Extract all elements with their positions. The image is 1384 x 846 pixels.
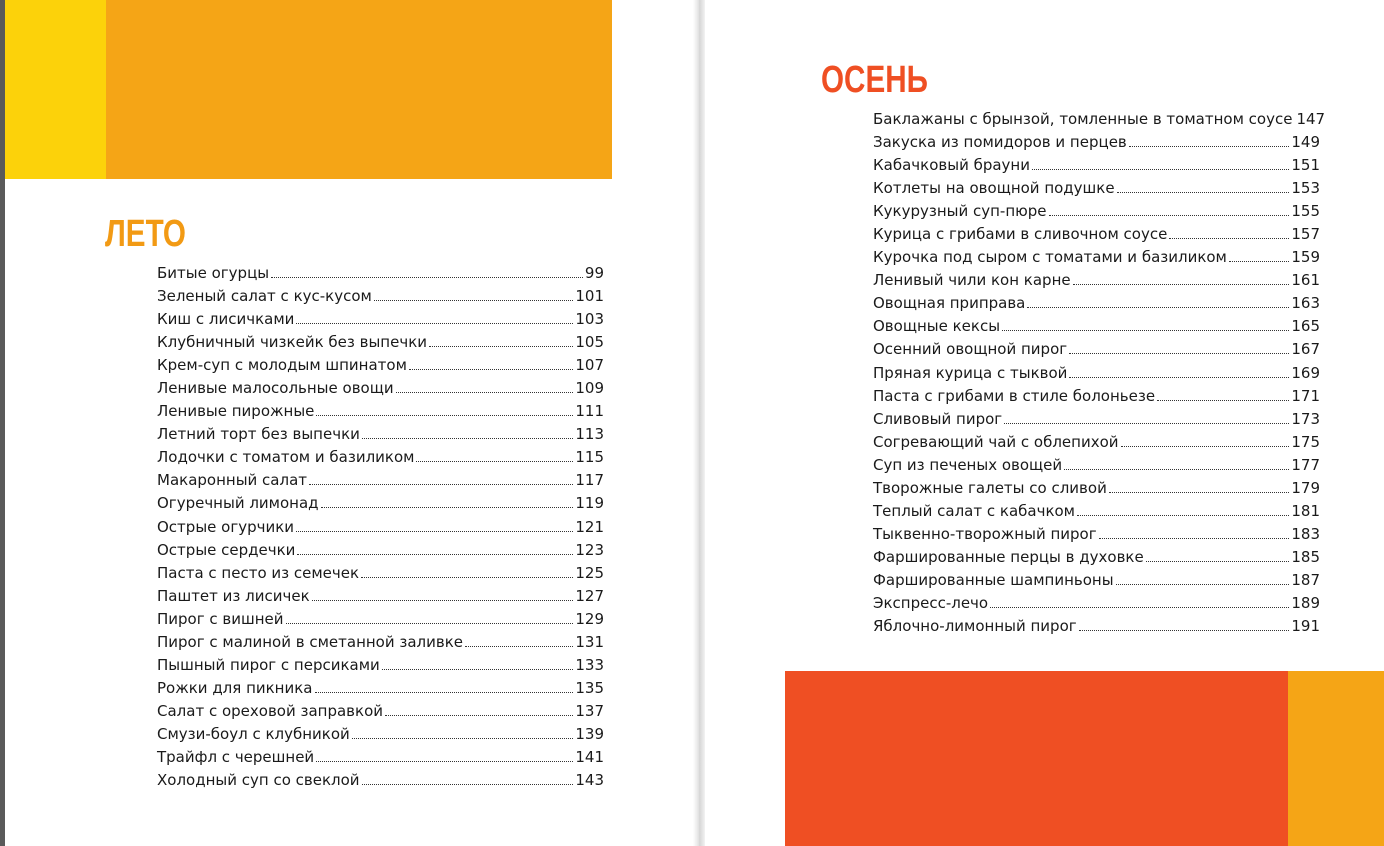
toc-entry-title: Овощные кексы [873, 317, 1001, 336]
toc-entry [157, 446, 604, 469]
dot-leader [429, 332, 573, 347]
section-title-autumn: ОСЕНЬ [821, 59, 928, 101]
toc-entry-title: Осенний овощной пирог [873, 340, 1068, 359]
dot-leader [1169, 224, 1289, 239]
toc-entry-page: 165 [1291, 317, 1320, 336]
dot-leader [362, 424, 573, 439]
dot-leader [416, 447, 573, 462]
toc-entry-page: 133 [575, 655, 604, 674]
toc-entry [873, 431, 1320, 454]
dot-leader [1032, 155, 1289, 170]
toc-entry [873, 246, 1320, 269]
toc-entry-page: 99 [584, 264, 604, 282]
toc-entry-page: 137 [575, 701, 604, 720]
toc-entry [873, 546, 1320, 569]
toc-entry-page: 101 [575, 287, 604, 306]
dot-leader [309, 470, 573, 485]
dot-leader [316, 747, 573, 762]
dot-leader [1049, 201, 1290, 216]
toc-entry [873, 477, 1320, 500]
toc-entry-page: 121 [575, 517, 604, 536]
dot-leader [1229, 247, 1289, 262]
toc-entry-title: Острые огурчики [157, 517, 295, 536]
dot-leader [1129, 132, 1290, 147]
toc-entry-page: 167 [1291, 340, 1320, 359]
toc-entry [873, 592, 1320, 615]
toc-entry-page: 191 [1291, 617, 1320, 636]
toc-entry-page: 119 [575, 494, 604, 513]
toc-entry-page: 153 [1291, 179, 1320, 198]
toc-entry-title: Летний торт без выпечки [157, 425, 360, 444]
toc-entry-page: 181 [1291, 501, 1320, 520]
toc-entry-page: 143 [575, 771, 604, 790]
toc-entry-title: Котлеты на овощной подушке [873, 179, 1115, 198]
dot-leader [396, 378, 574, 393]
dot-leader [1069, 339, 1289, 354]
dot-leader [1073, 270, 1290, 285]
toc-entry-title: Крем-суп с молодым шпинатом [157, 356, 407, 375]
toc-entry-title: Пряная курица с тыквой [873, 363, 1068, 382]
toc-entry-page: 113 [575, 425, 604, 444]
toc-entry-title: Кабачковый брауни [873, 156, 1030, 175]
toc-entry-page: 159 [1291, 248, 1320, 267]
toc-entry-page: 187 [1291, 570, 1320, 589]
toc-entry [157, 516, 604, 539]
toc-entry-page: 131 [575, 632, 604, 651]
toc-entry [157, 585, 604, 608]
dot-leader [352, 724, 574, 739]
toc-entry-page: 155 [1291, 202, 1320, 221]
toc-entry-title: Ленивые малосольные овощи [157, 379, 394, 398]
toc-entry [157, 539, 604, 562]
toc-entry [157, 746, 604, 769]
dot-leader [1027, 293, 1289, 308]
toc-entry-page: 111 [575, 402, 604, 421]
orange-color-block [106, 0, 612, 179]
toc-entry-title: Паштет из лисичек [157, 586, 310, 605]
toc-entry-title: Паста с грибами в стиле болоньезе [873, 386, 1156, 405]
toc-entry-page: 105 [575, 333, 604, 352]
dot-leader [1116, 570, 1290, 585]
toc-entry-page: 141 [575, 747, 604, 766]
toc-entry [873, 523, 1320, 546]
dot-leader [409, 355, 573, 370]
toc-entry-page: 107 [575, 356, 604, 375]
toc-entry-page: 123 [575, 540, 604, 559]
toc-entry [873, 454, 1320, 477]
toc-entry [873, 315, 1320, 338]
toc-entry [157, 377, 604, 400]
toc-entry [873, 569, 1320, 592]
toc-entry-title: Рожки для пикника [157, 678, 313, 697]
dot-leader [296, 309, 573, 324]
toc-entry-title: Баклажаны с брынзой, томленные в томатном соусе [873, 110, 1293, 128]
yellow-color-block [5, 0, 106, 179]
dot-leader [286, 609, 574, 624]
toc-entry-page: 163 [1291, 294, 1320, 313]
toc-entry [873, 177, 1320, 200]
dot-leader [315, 678, 574, 693]
toc-entry [873, 269, 1320, 292]
toc-entry-title: Ленивый чили кон карне [873, 271, 1071, 290]
toc-entry [157, 423, 604, 446]
toc-entry-title: Паста с песто из семечек [157, 563, 360, 582]
toc-entry [873, 223, 1320, 246]
dot-leader [1064, 455, 1289, 470]
toc-entry-title: Сливовый пирог [873, 409, 1003, 428]
toc-entry [157, 308, 604, 331]
toc-entry [157, 769, 604, 792]
toc-entry [157, 631, 604, 654]
toc-entry [157, 262, 604, 285]
dot-leader [990, 593, 1289, 608]
toc-entry-page: 157 [1291, 225, 1320, 244]
toc-entry-title: Пирог с малиной в сметанной заливке [157, 632, 464, 651]
dot-leader [385, 701, 573, 716]
toc-entry-title: Клубничный чизкейк без выпечки [157, 333, 428, 352]
toc-entry-title: Пирог с вишней [157, 609, 284, 628]
toc-entry-page: 147 [1296, 110, 1326, 128]
toc-entry-title: Согревающий чай с облепихой [873, 432, 1119, 451]
toc-entry-page: 189 [1291, 593, 1320, 612]
toc-entry-title: Фаршированные перцы в духовке [873, 547, 1144, 566]
toc-entry-title: Курочка под сыром с томатами и базиликом [873, 248, 1227, 267]
toc-entry [157, 492, 604, 515]
toc-entry [157, 400, 604, 423]
toc-entry-page: 183 [1291, 524, 1320, 543]
toc-entry-title: Яблочно-лимонный пирог [873, 617, 1077, 636]
toc-entry-title: Закуска из помидоров и перцев [873, 133, 1127, 152]
page-gutter [693, 0, 705, 846]
toc-entry [157, 654, 604, 677]
dot-leader [1117, 178, 1290, 193]
toc-entry-title: Кукурузный суп-пюре [873, 202, 1047, 221]
toc-entry [157, 723, 604, 746]
toc-entry-title: Смузи-боул с клубникой [157, 724, 350, 743]
toc-entry-page: 151 [1291, 156, 1320, 175]
toc-entry-page: 129 [575, 609, 604, 628]
toc-entry-title: Зеленый салат с кус-кусом [157, 287, 372, 306]
dot-leader [382, 655, 574, 670]
toc-entry-page: 115 [575, 448, 604, 467]
toc-entry [157, 700, 604, 723]
section-title-summer: ЛЕТО [105, 213, 186, 255]
toc-entry-page: 135 [575, 678, 604, 697]
orange-color-block-bottom [1288, 671, 1384, 846]
toc-entry-title: Битые огурцы [157, 264, 270, 282]
toc-entry-page: 125 [575, 563, 604, 582]
dot-leader [312, 586, 574, 601]
dot-leader [362, 770, 574, 785]
toc-entry-title: Огуречный лимонад [157, 494, 319, 513]
toc-entry-title: Острые сердечки [157, 540, 296, 559]
toc-entry [873, 292, 1320, 315]
dot-leader [271, 263, 583, 278]
red-color-block [785, 671, 1288, 846]
dot-leader [1069, 363, 1289, 378]
dot-leader [1079, 616, 1290, 631]
toc-entry-title: Макаронный салат [157, 471, 308, 490]
toc-list-summer [157, 262, 604, 792]
dot-leader [465, 632, 573, 647]
toc-entry [873, 385, 1320, 408]
dot-leader [1002, 316, 1289, 331]
toc-entry [157, 285, 604, 308]
dot-leader [1121, 432, 1290, 447]
toc-entry [157, 331, 604, 354]
toc-entry-page: 127 [575, 586, 604, 605]
dot-leader [297, 540, 573, 555]
toc-entry [157, 608, 604, 631]
toc-entry [157, 469, 604, 492]
dot-leader [296, 517, 573, 532]
toc-entry [873, 500, 1320, 523]
toc-entry-title: Овощная приправа [873, 294, 1026, 313]
toc-entry-title: Холодный суп со свеклой [157, 771, 360, 790]
dot-leader [1004, 409, 1289, 424]
toc-entry-title: Киш с лисичками [157, 310, 295, 329]
dot-leader [361, 563, 573, 578]
toc-entry-title: Экспресс-лечо [873, 593, 989, 612]
toc-entry-title: Курица с грибами в сливочном соусе [873, 225, 1168, 244]
dot-leader [321, 493, 574, 508]
toc-entry-title: Трайфл с черешней [157, 747, 315, 766]
toc-entry-page: 173 [1291, 409, 1320, 428]
toc-entry-page: 103 [575, 310, 604, 329]
toc-entry-title: Суп из печеных овощей [873, 455, 1063, 474]
toc-entry [873, 362, 1320, 385]
dot-leader [1157, 386, 1289, 401]
toc-entry-page: 179 [1291, 478, 1320, 497]
toc-entry-page: 185 [1291, 547, 1320, 566]
toc-entry-page: 175 [1291, 432, 1320, 451]
toc-list-autumn [873, 108, 1326, 638]
toc-entry-page: 177 [1291, 455, 1320, 474]
toc-entry-page: 171 [1291, 386, 1320, 405]
dot-leader [316, 401, 573, 416]
toc-entry-page: 139 [575, 724, 604, 743]
toc-entry-title: Пышный пирог с персиками [157, 655, 380, 674]
toc-entry [157, 677, 604, 700]
toc-entry [873, 615, 1320, 638]
toc-entry [873, 338, 1320, 361]
toc-entry-title: Фаршированные шампиньоны [873, 570, 1114, 589]
toc-entry-page: 149 [1291, 133, 1320, 152]
toc-entry [873, 408, 1320, 431]
dot-leader [1109, 478, 1290, 493]
toc-entry-page: 161 [1291, 271, 1320, 290]
toc-entry-page: 117 [575, 471, 604, 490]
toc-entry [873, 131, 1320, 154]
dot-leader [1077, 501, 1289, 516]
toc-entry-title: Тыквенно-творожный пирог [873, 524, 1097, 543]
toc-entry [157, 354, 604, 377]
toc-entry-page: 109 [575, 379, 604, 398]
toc-entry [873, 200, 1320, 223]
dot-leader [374, 286, 574, 301]
toc-entry-title: Ленивые пирожные [157, 402, 315, 421]
toc-entry-title: Салат с ореховой заправкой [157, 701, 383, 720]
toc-entry-page: 169 [1291, 363, 1320, 382]
dot-leader [1146, 547, 1290, 562]
toc-entry-title: Лодочки с томатом и базиликом [157, 448, 415, 467]
toc-entry-title: Творожные галеты со сливой [873, 478, 1107, 497]
toc-entry [873, 154, 1320, 177]
toc-entry-title: Теплый салат с кабачком [873, 501, 1075, 520]
toc-entry [157, 562, 604, 585]
toc-entry [873, 108, 1326, 131]
dot-leader [1099, 524, 1290, 539]
